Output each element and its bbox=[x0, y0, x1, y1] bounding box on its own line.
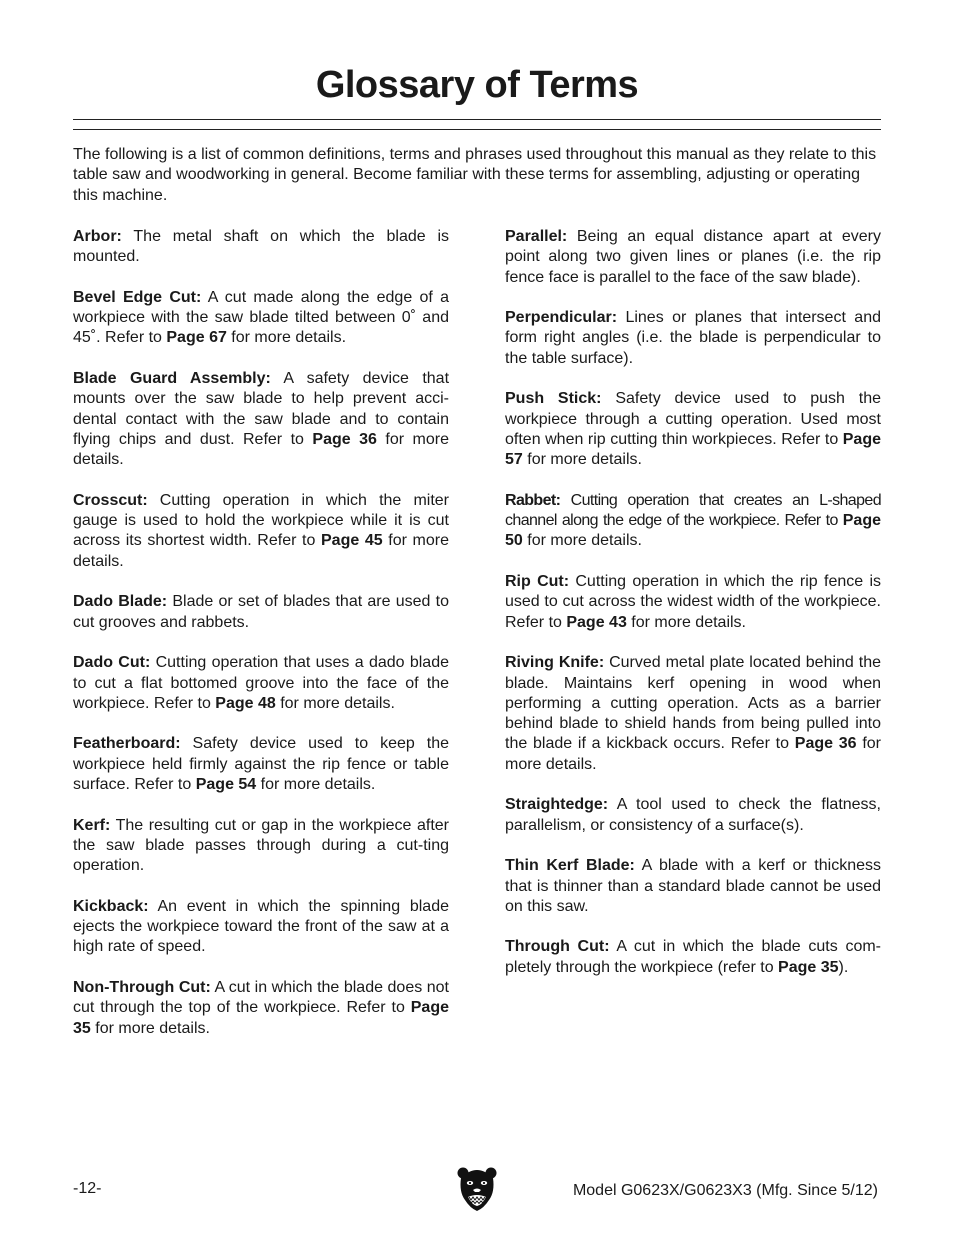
glossary-entry-perpendicular bbox=[505, 308, 881, 369]
glossary-entry-straightedge bbox=[505, 795, 881, 836]
entry-term: Parallel: bbox=[505, 228, 568, 245]
entry-text: The resulting cut or gap in the workpiece after the saw blade passes through during a cut-ting operation. bbox=[73, 816, 449, 875]
title-rule-top bbox=[73, 119, 881, 120]
entry-text: A cut in which the blade cuts com-pletely through the workpiece (refer to bbox=[505, 938, 881, 976]
glossary-entry-bevel-edge-cut bbox=[73, 288, 449, 349]
entry-text: Cutting operation that uses a dado blade to cut a flat bottomed groove into the face of the workpiece. Refer to bbox=[73, 654, 449, 712]
entry-text-tail: for more details. bbox=[226, 329, 347, 347]
entry-term: Non-Through Cut: bbox=[73, 978, 211, 996]
entry-term: Dado Cut: bbox=[73, 654, 151, 672]
entry-text-tail: for more details. bbox=[522, 532, 642, 550]
page-reference: Page 57 bbox=[505, 430, 881, 469]
glossary-entry-rip-cut bbox=[505, 572, 881, 633]
page-reference: Page 67 bbox=[166, 329, 227, 347]
entry-text: An event in which the spinning blade ejects the workpiece toward the front of the saw at a high rate of speed. bbox=[73, 897, 449, 956]
page-reference: Page 50 bbox=[505, 512, 881, 550]
entry-term: Featherboard: bbox=[73, 735, 181, 753]
bear-head-logo-icon bbox=[457, 1166, 497, 1212]
entry-text: A cut made along the edge of a workpiece with the saw blade tilted between 0˚ and 45˚. Refer to bbox=[73, 288, 450, 347]
page-reference: Page 43 bbox=[566, 613, 627, 631]
entry-term: Straightedge: bbox=[505, 796, 609, 814]
entry-term: Through Cut: bbox=[505, 938, 610, 956]
entry-term: Dado Blade: bbox=[73, 593, 168, 611]
entry-term: Kerf: bbox=[73, 816, 111, 834]
entry-text: A blade with a kerf or thickness that is thinner than a standard blade cannot be used on this saw. bbox=[505, 857, 881, 915]
entry-term: Kickback: bbox=[73, 897, 149, 915]
entry-text: Cutting operation that creates an L-shaped channel along the edge of the workpiece. Refer to bbox=[505, 491, 881, 530]
glossary-entry-thin-kerf-blade bbox=[505, 856, 881, 917]
entry-text-tail: for more details. bbox=[73, 430, 449, 469]
page-reference: Page 48 bbox=[215, 694, 276, 712]
entry-text: Cutting operation in which the miter gauge is used to hold the workpiece while it is cut across its shortest width. Refer to bbox=[73, 491, 449, 550]
entry-text: Safety device used to push the workpiece through a cutting operation. Used most often when rip cutting thin workpieces. Refer to bbox=[505, 390, 881, 448]
glossary-entry-dado-blade bbox=[73, 592, 449, 633]
glossary-entry-through-cut bbox=[505, 937, 881, 978]
entry-term: Crosscut: bbox=[73, 491, 148, 509]
glossary-entry-riving-knife bbox=[505, 653, 881, 775]
title-rule-bottom bbox=[73, 129, 881, 130]
entry-text: A safety device that mounts over the saw blade to help prevent acci-dental contact with the saw blade and to contain flying chips and dust. Refer to bbox=[73, 370, 450, 448]
entry-text-tail: for more details. bbox=[505, 735, 882, 773]
page-reference: Page 35 bbox=[778, 958, 839, 976]
entry-term: Blade Guard Assembly: bbox=[73, 370, 271, 388]
glossary-entry-push-stick bbox=[505, 389, 881, 470]
entry-term: Rabbet: bbox=[505, 491, 561, 509]
page-reference: Page 36 bbox=[312, 430, 377, 448]
page-title: Glossary of Terms bbox=[315, 64, 639, 106]
glossary-entry-crosscut bbox=[73, 491, 449, 572]
entry-text-tail: for more details. bbox=[73, 532, 450, 570]
entry-term: Bevel Edge Cut: bbox=[73, 288, 202, 306]
entry-term: Push Stick: bbox=[505, 390, 602, 408]
page-number: -12- bbox=[73, 1180, 102, 1197]
glossary-entry-arbor bbox=[73, 227, 449, 268]
entry-text-tail: for more details. bbox=[256, 776, 376, 794]
entry-term: Perpendicular: bbox=[505, 309, 618, 327]
entry-term: Riving Knife: bbox=[505, 654, 605, 672]
entry-text: Being an equal distance apart at every point along two given lines or planes (i.e. the rip fence face is parallel to the face of the saw blade). bbox=[505, 228, 881, 286]
entry-term: Thin Kerf Blade: bbox=[505, 857, 635, 875]
glossary-entry-featherboard bbox=[73, 734, 449, 795]
entry-text: A tool used to check the flatness, parallelism, or consistency of a surface(s). bbox=[505, 796, 881, 834]
entry-text-tail: for more details. bbox=[522, 451, 642, 469]
model-info: Model G0623X/G0623X3 (Mfg. Since 5/12) bbox=[572, 1182, 878, 1199]
page-reference: Page 54 bbox=[195, 776, 257, 794]
glossary-entry-kerf bbox=[73, 816, 449, 877]
page-reference: Page 36 bbox=[794, 735, 857, 753]
glossary-entry-kickback bbox=[73, 897, 449, 958]
entry-term: Rip Cut: bbox=[505, 573, 570, 591]
intro-paragraph: The following is a list of common definitions, terms and phrases used throughout this manual as they relate to this table saw and woodworking in general. Become familiar with these terms for assembling, adjusting or operating this machine. bbox=[73, 146, 877, 204]
glossary-left-column bbox=[73, 227, 449, 1059]
glossary-entry-rabbet bbox=[505, 491, 881, 552]
entry-text: Lines or planes that intersect and form right angles (i.e. the blade is perpendicular to the table surface). bbox=[505, 309, 881, 367]
entry-text-tail: for more details. bbox=[90, 1019, 210, 1037]
glossary-right-column bbox=[505, 227, 881, 998]
entry-text: Cutting operation in which the rip fence is used to cut across the widest width of the workpiece. Refer to bbox=[505, 573, 881, 631]
entry-term: Arbor: bbox=[73, 228, 122, 245]
entry-text: Safety device used to keep the workpiece held firmly against the rip fence or table surface. Refer to bbox=[73, 735, 449, 794]
entry-text: Curved metal plate located behind the blade. Maintains kerf opening in wood when performing a cutting operation. Acts as a barrier behind blade to shield hands from being pulled into the blade if a kickback occurs. Refer to bbox=[505, 654, 882, 753]
entry-text-tail: for more details. bbox=[626, 613, 746, 631]
glossary-entry-non-through-cut bbox=[73, 978, 449, 1039]
glossary-entry-blade-guard-assembly bbox=[73, 369, 449, 470]
entry-text: The metal shaft on which the blade is mounted. bbox=[73, 228, 449, 266]
glossary-entry-parallel bbox=[505, 227, 881, 288]
entry-text: Blade or set of blades that are used to cut grooves and rabbets. bbox=[73, 593, 449, 631]
entry-text-tail: ). bbox=[838, 958, 849, 976]
glossary-entry-dado-cut bbox=[73, 653, 449, 714]
page-reference: Page 35 bbox=[73, 999, 449, 1037]
entry-text: A cut in which the blade does not cut through the top of the workpiece. Refer to bbox=[73, 978, 449, 1017]
entry-text-tail: for more details. bbox=[275, 694, 395, 712]
page-reference: Page 45 bbox=[321, 532, 383, 550]
